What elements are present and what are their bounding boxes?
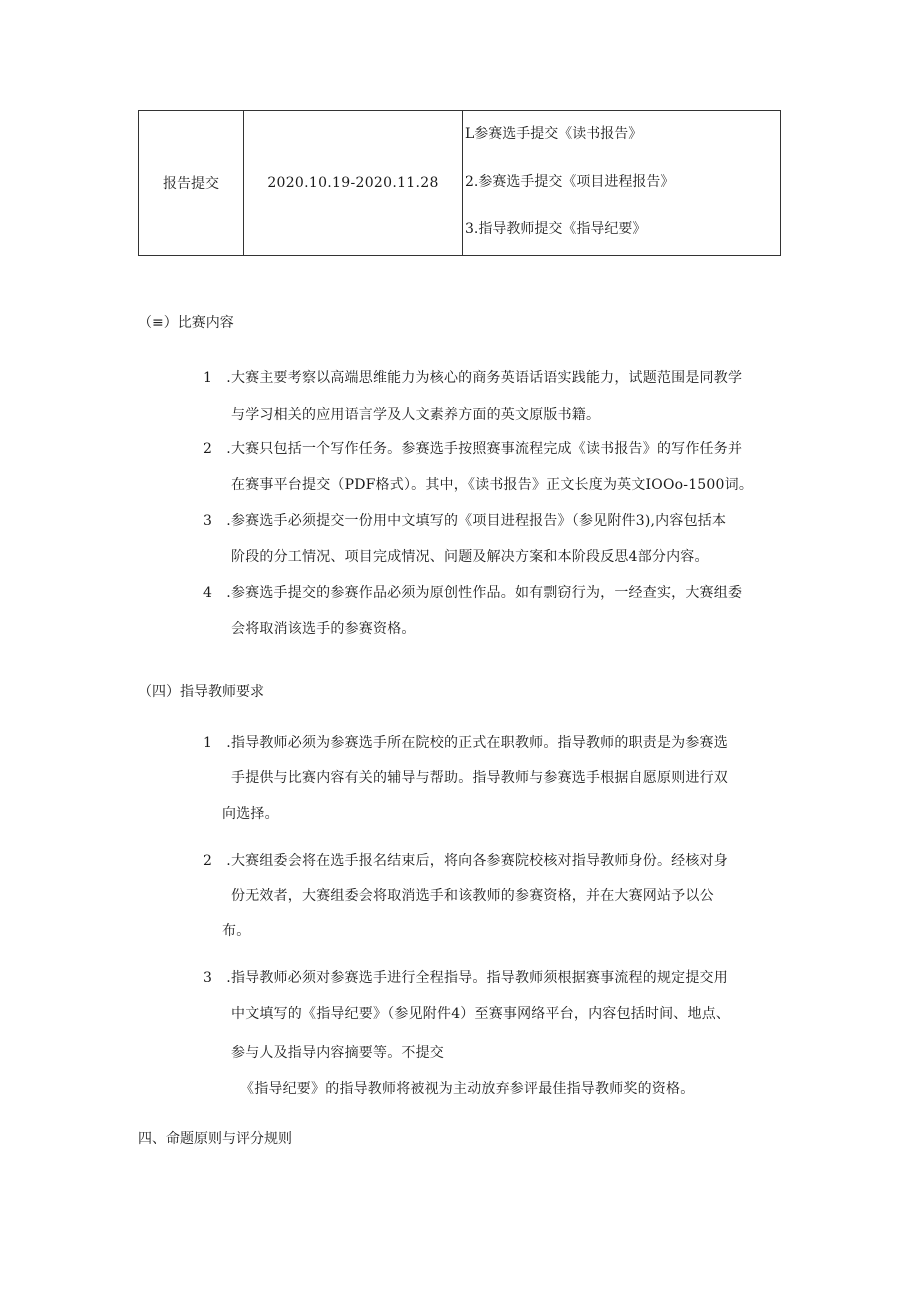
section-heading-3: （≡）比赛内容 (138, 315, 234, 331)
s3-item-1-line-2: 与学习相关的应用语言学及人文素养方面的英文原版书籍。 (231, 407, 601, 423)
s3-item-4-line-1: 4 .参赛选手提交的参赛作品必须为原创性作品。如有剽窃行为，一经查实，大赛组委 (203, 585, 743, 601)
s4-item-1-line-1: 1 .指导教师必须为参赛选手所在院校的正式在职教师。指导教师的职责是为参赛选 (203, 735, 728, 751)
s3-item-4-line-2: 会将取消该选手的参赛资格。 (231, 621, 416, 637)
items-cell (463, 111, 781, 256)
schedule-table (138, 110, 781, 256)
s3-item-2-line-1: 2 .大赛只包括一个写作任务。参赛选手按照赛事流程完成《读书报告》的写作任务并 (203, 441, 743, 457)
s4-item-2-line-2: 份无效者，大赛组委会将取消选手和该教师的参赛资格，并在大赛网站予以公 (231, 888, 714, 904)
s4-item-1-line-2: 手提供与比赛内容有关的辅导与帮助。指导教师与参赛选手根据自愿原则进行双 (231, 770, 728, 786)
s4-item-3-line-2: 中文填写的《指导纪要》（参见附件4）至赛事网络平台，内容包括时间、地点、 (231, 1006, 731, 1022)
s4-item-3-line-1: 3 .指导教师必须对参赛选手进行全程指导。指导教师须根据赛事流程的规定提交用 (203, 970, 728, 986)
table-item-3: 3.指导教师提交《指导纪要》 (465, 221, 647, 237)
table-item-2: 2.参赛选手提交《项目进程报告》 (465, 174, 675, 190)
table-item-1: L参赛选手提交《读书报告》 (465, 126, 643, 142)
s4-item-2-line-1: 2 .大赛组委会将在选手报名结束后，将向各参赛院校核对指导教师身份。经核对身 (203, 853, 728, 869)
s4-item-3-line-3: 参与人及指导内容摘要等。不提交 (231, 1045, 444, 1061)
s3-item-2-line-2: 在赛事平台提交（PDF格式）。其中，《读书报告》正文长度为英文IOOo-1500词。 (231, 477, 754, 493)
dates-cell: 2020.10.19-2020.11.28 (244, 111, 463, 256)
s3-item-3-line-2: 阶段的分工情况、项目完成情况、问题及解决方案和本阶段反思4部分内容。 (231, 549, 709, 565)
stage-cell: 报告提交 (139, 111, 244, 256)
s4-item-3-line-4: 《指导纪要》的指导教师将被视为主动放弃参评最佳指导教师奖的资格。 (240, 1081, 695, 1097)
s4-item-2-line-3: 布。 (222, 923, 251, 939)
table-row (139, 111, 781, 256)
s3-item-1-line-1: 1 .大赛主要考察以高端思维能力为核心的商务英语话语实践能力，试题范围是同教学 (203, 370, 743, 386)
s3-item-3-line-1: 3 .参赛选手必须提交一份用中文填写的《项目进程报告》（参见附件3),内容包括本 (203, 513, 727, 529)
s4-item-1-line-3: 向选择。 (222, 806, 279, 822)
section-heading-4: （四）指导教师要求 (138, 684, 264, 700)
section-heading-next: 四、命题原则与评分规则 (138, 1131, 292, 1147)
